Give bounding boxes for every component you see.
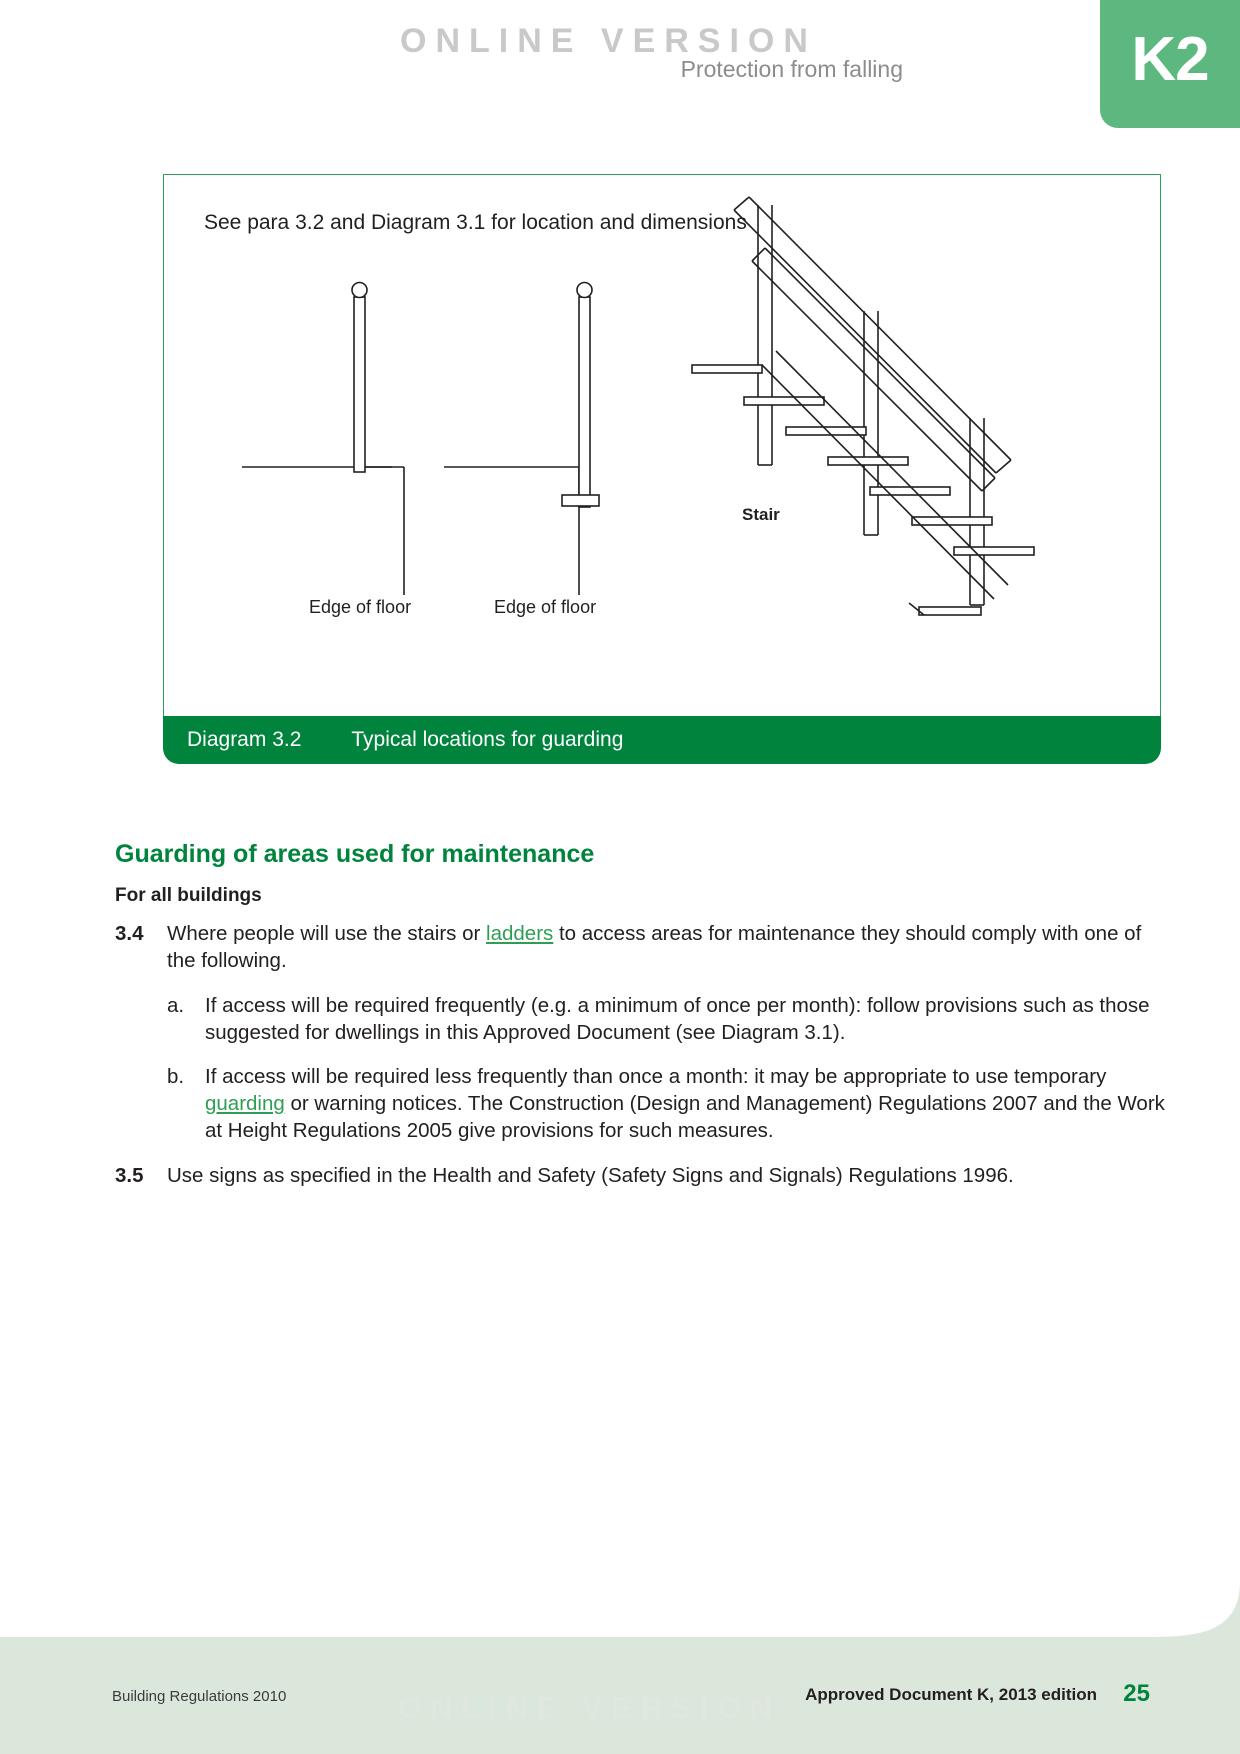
watermark-bottom: ONLINE VERSION (398, 1692, 781, 1725)
body-content (115, 840, 1165, 1208)
figure-label-stair: Stair (742, 505, 780, 524)
section-tab (1100, 0, 1240, 128)
section-tab-label: K2 (1131, 25, 1209, 94)
figure-caption-text: Typical locations for guarding (351, 728, 624, 751)
paragraph-3-5 (115, 1163, 1165, 1190)
paragraph-3-4-number: 3.4 (115, 922, 144, 945)
list-item-marker-a: a. (167, 993, 185, 1017)
list-item (167, 1064, 1165, 1145)
page-header-title: Protection from falling (680, 56, 903, 82)
list-item-text-b1: If access will be required less frequently than once a month: it may be appropriate to use temporary (205, 1065, 1107, 1089)
link-guarding[interactable]: guarding (205, 1092, 285, 1116)
paragraph-3-5-text: Use signs as specified in the Health and Safety (Safety Signs and Signals) Regulations 1996. (167, 1163, 1014, 1187)
figure-label-edge-middle: Edge of floor (494, 597, 597, 617)
list-item-marker-b: b. (167, 1065, 185, 1089)
footer-page-number: 25 (1123, 1680, 1150, 1707)
figure-caption-number: Diagram 3.2 (187, 728, 302, 751)
link-ladders[interactable]: ladders (486, 922, 554, 945)
paragraph-3-4 (115, 921, 1165, 975)
footer-center-text: Approved Document K, 2013 edition (805, 1685, 1097, 1704)
list-item (167, 993, 1165, 1047)
footer-left-text: Building Regulations 2010 (112, 1688, 287, 1705)
figure-frame (163, 174, 1161, 716)
list-3-4 (115, 993, 1165, 1145)
paragraph-3-5-number: 3.5 (115, 1163, 144, 1187)
figure-diagram-3-2 (163, 174, 1163, 764)
section-heading: Guarding of areas used for maintenance (115, 840, 595, 868)
list-item-text-b2: or warning notices. The Construction (Design and Management) Regulations 2007 and the Work at Height Regulations 2005 give provisions for such measures. (205, 1092, 1165, 1143)
figure-caption (163, 716, 1161, 764)
guarding-locations-drawing (164, 175, 1162, 717)
watermark-top: ONLINE VERSION (400, 22, 817, 60)
figure-label-edge-left: Edge of floor (309, 597, 412, 617)
figure-note: See para 3.2 and Diagram 3.1 for location and dimensions (204, 211, 747, 234)
list-item-text-a: If access will be required frequently (e.g. a minimum of once per month): follow provisions such as those suggested for dwellings in this Approved Document (see Diagram 3.1). (205, 993, 1150, 1044)
paragraph-3-4-text-b: to access areas for maintenance they should comply with one of the following. (167, 922, 1142, 972)
paragraph-3-4-text-a: Where people will use the stairs or (167, 922, 487, 945)
sub-heading: For all buildings (115, 885, 262, 906)
